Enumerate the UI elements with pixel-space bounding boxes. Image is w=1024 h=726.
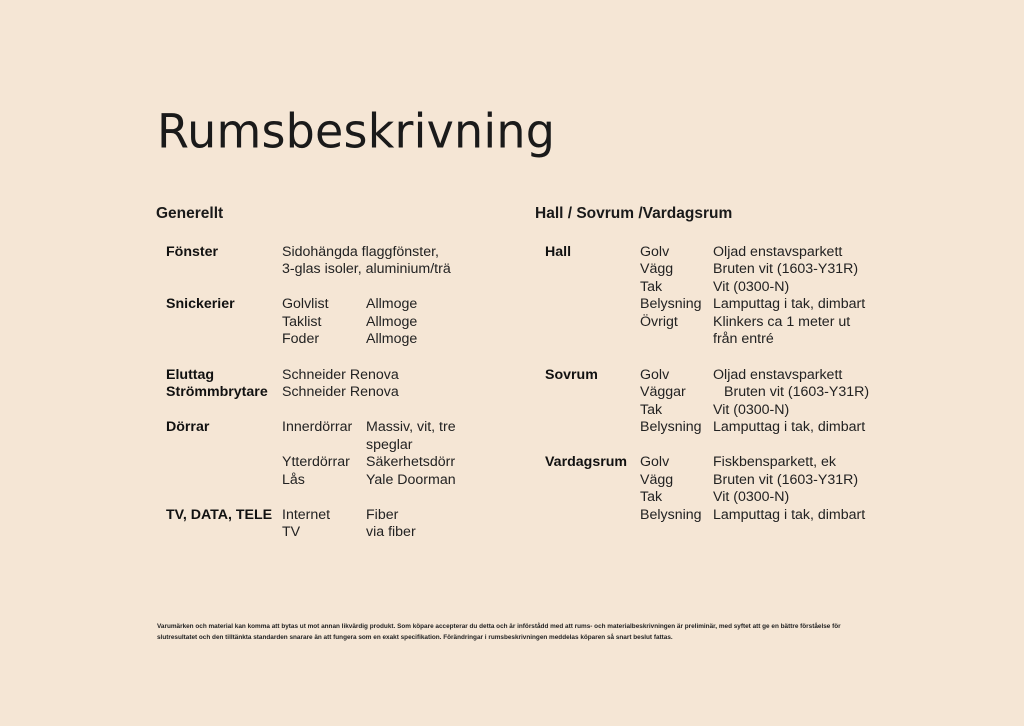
tv-value: Fiber (366, 507, 399, 523)
vardagsrum-value: Lamputtag i tak, dimbart (713, 507, 866, 523)
hall-value: från entré (713, 331, 774, 347)
hall-value: Klinkers ca 1 meter ut (713, 314, 851, 330)
snickerier-key: Foder (282, 331, 320, 347)
hall-key: Vägg (640, 261, 674, 277)
dorrar-key: Innerdörrar (282, 419, 353, 435)
hall-value: Lamputtag i tak, dimbart (713, 296, 866, 312)
label-fonster: Fönster (166, 244, 219, 260)
disclaimer-line: slutresultatet och den tilltänkta standarden snarare än att fungera som en exakt specifikation. Förändringar i rumsbeskrivningen meddelas köparen så snart beslut fattas. (157, 634, 673, 641)
vardagsrum-value: Vit (0300-N) (713, 489, 790, 505)
label-vardagsrum: Vardagsrum (545, 454, 628, 470)
hall-value: Bruten vit (1603-Y31R) (713, 261, 859, 277)
hall-key: Belysning (640, 296, 702, 312)
snickerier-key: Golvlist (282, 296, 329, 312)
tv-key: TV (282, 524, 301, 540)
label-tv-data-tele: TV, DATA, TELE (166, 507, 273, 523)
vardagsrum-key: Golv (640, 454, 670, 470)
label-snickerier: Snickerier (166, 296, 235, 312)
sovrum-key: Tak (640, 402, 663, 418)
vardagsrum-key: Vägg (640, 472, 674, 488)
section-heading-generellt: Generellt (156, 205, 224, 222)
tv-value: via fiber (366, 524, 416, 540)
sovrum-value: Oljad enstavsparkett (713, 367, 843, 383)
label-sovrum: Sovrum (545, 367, 598, 383)
hall-key: Övrigt (640, 314, 678, 330)
sovrum-key: Golv (640, 367, 670, 383)
label-hall: Hall (545, 244, 572, 260)
sovrum-key: Väggar (640, 384, 686, 400)
section-heading-rooms: Hall / Sovrum /Vardagsrum (535, 205, 733, 222)
snickerier-key: Taklist (282, 314, 322, 330)
snickerier-value: Allmoge (366, 314, 418, 330)
dorrar-key: Lås (282, 472, 305, 488)
page-title: Rumsbeskrivning (157, 103, 556, 159)
snickerier-value: Allmoge (366, 331, 418, 347)
dorrar-key: Ytterdörrar (282, 454, 350, 470)
dorrar-value: Yale Doorman (366, 472, 456, 488)
vardagsrum-value: Bruten vit (1603-Y31R) (713, 472, 859, 488)
sovrum-value: Bruten vit (1603-Y31R) (724, 384, 870, 400)
hall-key: Golv (640, 244, 670, 260)
vardagsrum-key: Belysning (640, 507, 702, 523)
dorrar-value: Säkerhetsdörr (366, 454, 456, 470)
hall-value: Vit (0300-N) (713, 279, 790, 295)
sovrum-value: Lamputtag i tak, dimbart (713, 419, 866, 435)
label-dorrar: Dörrar (166, 419, 210, 435)
disclaimer-line: Varumärken och material kan komma att bytas ut mot annan likvärdig produkt. Som köpare accepterar du detta och är införstådd med att rums- och materialbeskrivningen är preliminär, med syftet att ge en bättre förståelse för (157, 623, 841, 630)
dorrar-value: speglar (366, 437, 413, 453)
snickerier-value: Allmoge (366, 296, 418, 312)
value-fonster-line1: Sidohängda flaggfönster, (282, 244, 439, 260)
value-strombrytare: Schneider Renova (282, 384, 399, 400)
hall-key: Tak (640, 279, 663, 295)
sovrum-value: Vit (0300-N) (713, 402, 790, 418)
sovrum-key: Belysning (640, 419, 702, 435)
vardagsrum-value: Fiskbensparkett, ek (713, 454, 837, 470)
label-strombrytare: Strömmbrytare (166, 384, 268, 400)
tv-key: Internet (282, 507, 331, 523)
disclaimer-footer (157, 621, 857, 643)
label-eluttag: Eluttag (166, 367, 215, 383)
vardagsrum-key: Tak (640, 489, 663, 505)
value-fonster-line2: 3-glas isoler, aluminium/trä (282, 261, 451, 277)
value-eluttag: Schneider Renova (282, 367, 399, 383)
hall-value: Oljad enstavsparkett (713, 244, 843, 260)
dorrar-value: Massiv, vit, tre (366, 419, 456, 435)
